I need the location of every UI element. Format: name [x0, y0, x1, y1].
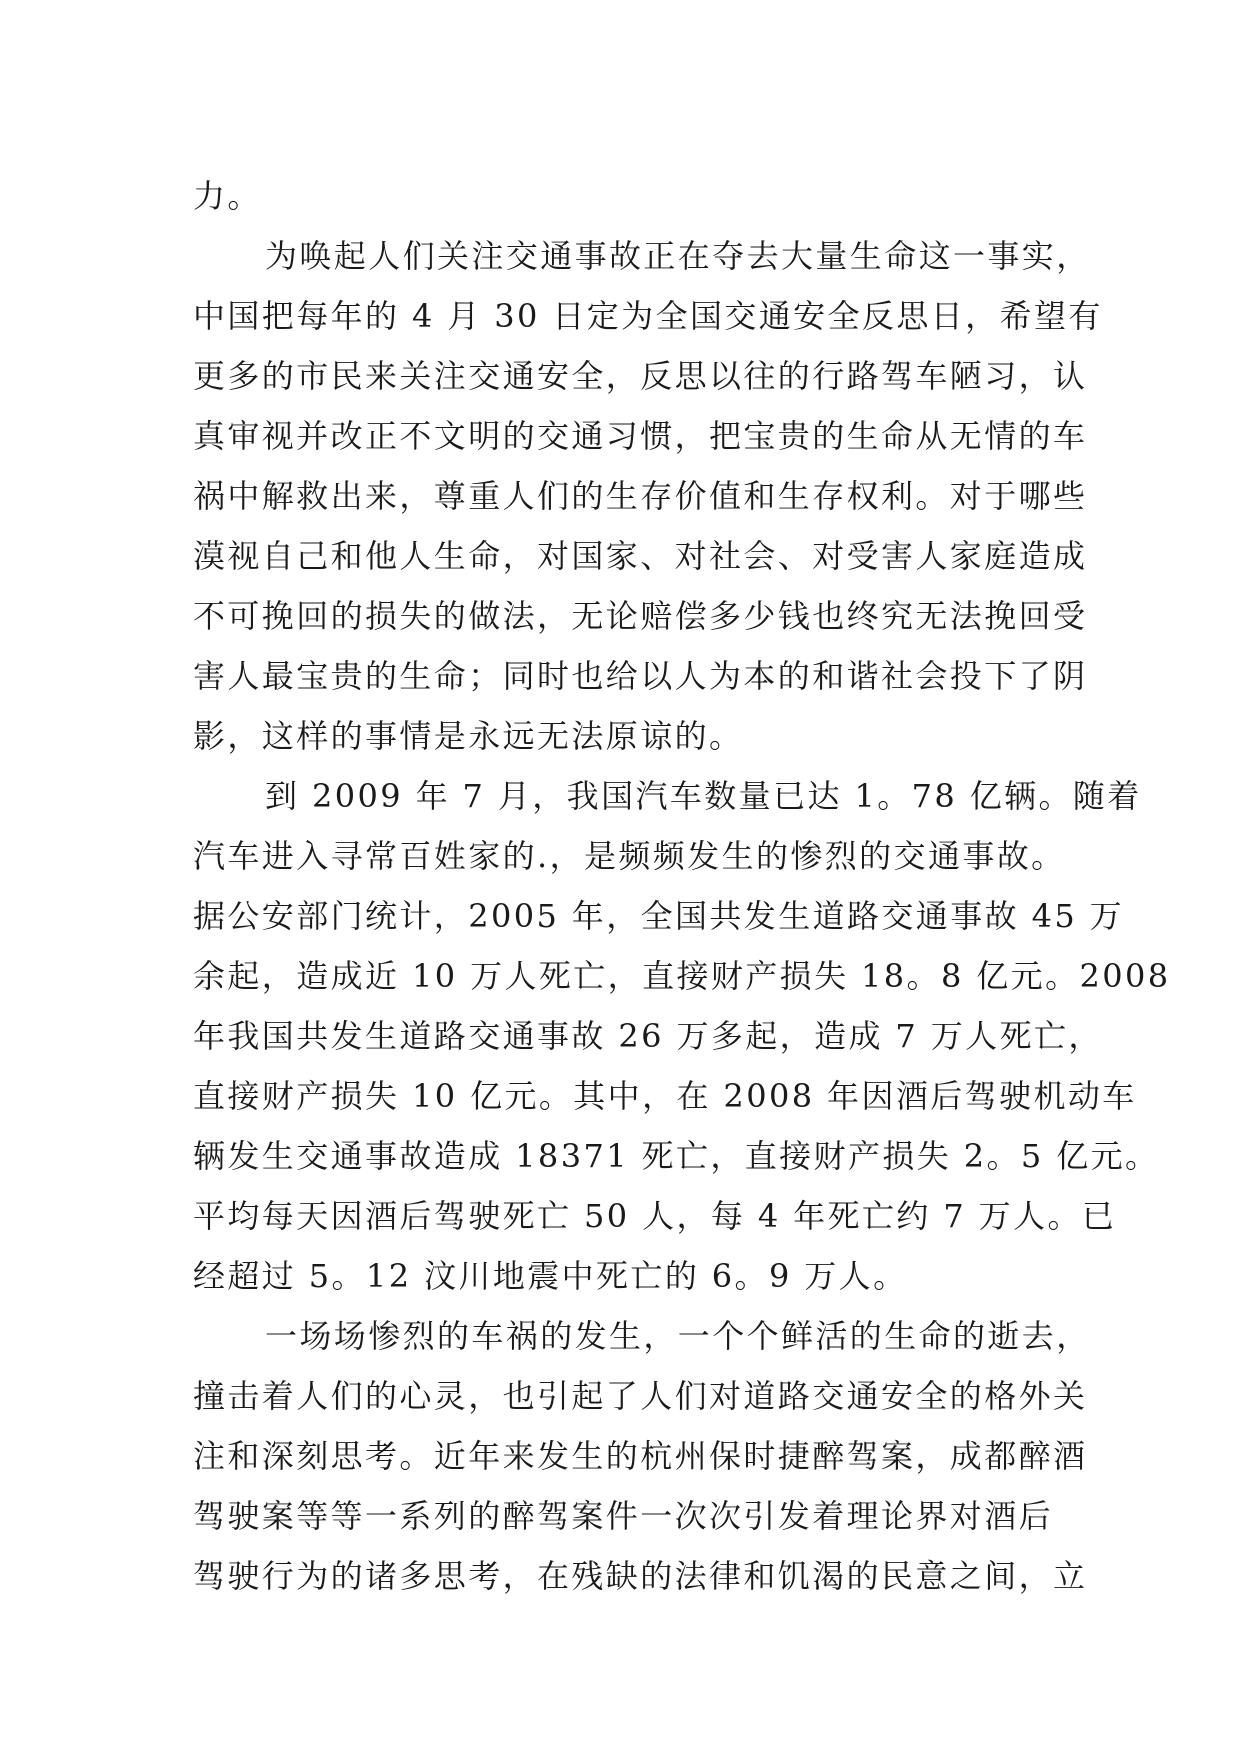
text-line: 据公安部门统计，2005 年，全国共发生道路交通事故 45 万: [193, 897, 1125, 935]
paragraph-drunk-driving-cases: [193, 1306, 1091, 1606]
text-line: 漠视自己和他人生命，对国家、对社会、对受害人家庭造成: [193, 537, 1088, 575]
text-line: 注和深刻思考。近年来发生的杭州保时捷醉驾案，成都醉酒: [193, 1437, 1088, 1475]
text-line: 不可挽回的损失的做法，无论赔偿多少钱也终究无法挽回受: [193, 597, 1088, 635]
text-line: 驾驶案等等一系列的醉驾案件一次次引发着理论界对酒后: [193, 1497, 1054, 1535]
text-line: 余起，造成近 10 万人死亡，直接财产损失 18。8 亿元。2008: [193, 957, 1171, 995]
text-line: 影，这样的事情是永远无法原谅的。: [193, 717, 744, 755]
text-line: 更多的市民来关注交通安全，反思以往的行路驾车陋习，认: [193, 357, 1088, 395]
text-line: 害人最宝贵的生命；同时也给以人为本的和谐社会投下了阴: [193, 657, 1088, 695]
text-line: 平均每天因酒后驾驶死亡 50 人，每 4 年死亡约 7 万人。已: [193, 1197, 1117, 1235]
text-line: 力。: [193, 177, 262, 215]
paragraph-safety-reflection-day: [193, 226, 1103, 766]
text-line: 直接财产损失 10 亿元。其中，在 2008 年因酒后驾驶机动车: [193, 1077, 1137, 1115]
text-line: 年我国共发生道路交通事故 26 万多起，造成 7 万人死亡，: [193, 1017, 1103, 1055]
text-line: 真审视并改正不文明的交通习惯，把宝贵的生命从无情的车: [193, 417, 1088, 455]
text-line: 为唤起人们关注交通事故正在夺去大量生命这一事实，: [265, 237, 1091, 275]
text-line: 撞击着人们的心灵，也引起了人们对道路交通安全的格外关: [193, 1377, 1088, 1415]
text-line: 汽车进入寻常百姓家的.，是频频发生的惨烈的交通事故。: [193, 837, 1066, 875]
text-line: 驾驶行为的诸多思考，在残缺的法律和饥渴的民意之间，立: [193, 1557, 1088, 1595]
paragraph-continuation: [193, 166, 1073, 226]
text-line: 一场场惨烈的车祸的发生，一个个鲜活的生命的逝去，: [265, 1317, 1091, 1355]
text-line: 到 2009 年 7 月，我国汽车数量已达 1。78 亿辆。随着: [265, 777, 1142, 815]
text-line: 辆发生交通事故造成 18371 死亡，直接财产损失 2。5 亿元。: [193, 1137, 1160, 1175]
document-body: [193, 166, 1171, 1606]
paragraph-accident-statistics: [193, 766, 1171, 1306]
text-line: 经超过 5。12 汶川地震中死亡的 6。9 万人。: [193, 1257, 908, 1295]
text-line: 祸中解救出来，尊重人们的生存价值和生存权利。对于哪些: [193, 477, 1088, 515]
text-line: 中国把每年的 4 月 30 日定为全国交通安全反思日，希望有: [193, 297, 1103, 335]
